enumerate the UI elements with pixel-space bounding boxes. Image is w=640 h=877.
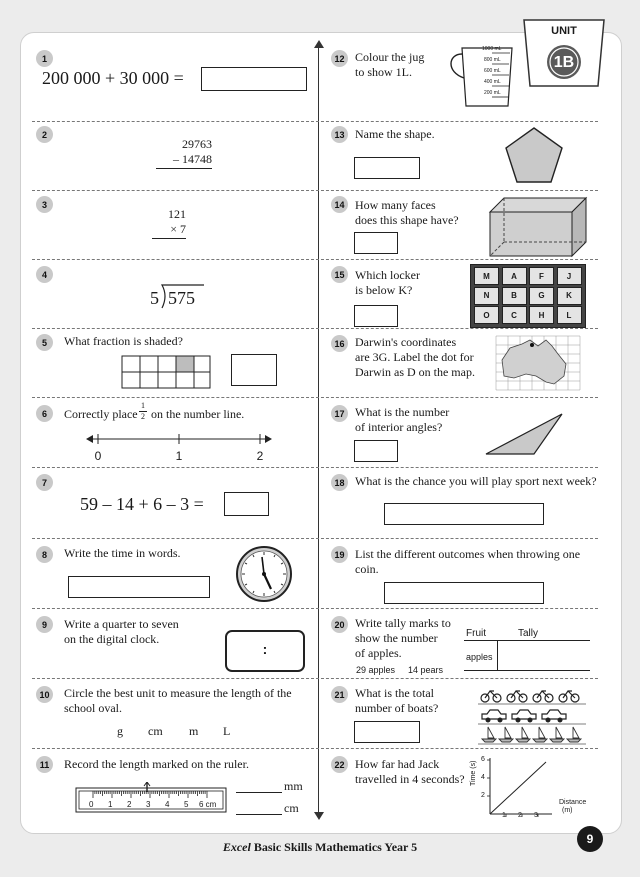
q11-ruler-label: 2 (127, 800, 132, 809)
q18-answer-box[interactable] (384, 503, 544, 525)
locker-door: B (502, 287, 527, 305)
q14-line2: does this shape have? (355, 213, 459, 227)
q12-jug-mark: 600 mL (484, 68, 501, 74)
q11-mm-answer-line[interactable] (236, 792, 282, 793)
locker-door: H (529, 306, 554, 324)
locker-door: J (557, 267, 582, 285)
question-number: 1 (36, 50, 53, 67)
row-divider (32, 121, 598, 122)
q20-col-fruit: Fruit (466, 628, 486, 639)
q19-answer-box[interactable] (384, 582, 544, 604)
q21-answer-box[interactable] (354, 721, 420, 743)
q17-line1: What is the number (355, 405, 450, 419)
q12-jug-mark: 1000 mL (482, 46, 502, 52)
q21-picture-grid (476, 684, 588, 746)
q10-unit-option[interactable]: L (223, 724, 231, 738)
q12-line1: Colour the jug (355, 50, 425, 64)
question-number: 7 (36, 474, 53, 491)
q22-xlabel-unit: (m) (562, 807, 573, 814)
q2-bottom-number: – 14748 (173, 152, 212, 166)
q22-ytick: 4 (481, 774, 485, 781)
q18-text: What is the chance you will play sport next week? (355, 474, 597, 488)
q20-table-col-line (497, 640, 498, 670)
q6-fraction-denominator: 2 (141, 412, 145, 421)
q15-line2: is below K? (355, 283, 413, 297)
q10-line2: school oval. (64, 701, 122, 715)
q4-dividend: 575 (168, 288, 195, 308)
question-number: 16 (331, 335, 348, 352)
column-divider (318, 44, 319, 814)
question-number: 3 (36, 196, 53, 213)
q8-answer-box[interactable] (68, 576, 210, 598)
q2-top-number: 29763 (182, 137, 212, 151)
q12-jug-mark: 400 mL (484, 79, 501, 85)
boat-icon (482, 727, 496, 742)
q14-answer-box[interactable] (354, 232, 398, 254)
question-number: 22 (331, 756, 348, 773)
question-number: 15 (331, 266, 348, 283)
q6-tick-label: 0 (94, 449, 102, 463)
q3-sum-line (152, 238, 186, 239)
q11-ruler-label: 4 (165, 800, 170, 809)
q19-line2: coin. (355, 562, 379, 576)
locker-door: N (474, 287, 499, 305)
q6-text-after: on the number line. (151, 407, 245, 421)
q4-divisor: 5 (150, 288, 159, 308)
q11-cm-answer-line[interactable] (236, 814, 282, 815)
question-number: 4 (36, 266, 53, 283)
q11-unit-cm: cm (284, 801, 299, 815)
question-number: 17 (331, 405, 348, 422)
locker-door: F (529, 267, 554, 285)
q13-text: Name the shape. (355, 127, 435, 141)
q3-top-number: 121 (168, 207, 186, 221)
q22-xtick: 3 (534, 812, 538, 819)
question-number: 8 (36, 546, 53, 563)
question-number: 6 (36, 405, 53, 422)
q8-analog-clock (235, 545, 293, 603)
q16-australia-map[interactable] (492, 334, 588, 392)
q9-line2: on the digital clock. (64, 632, 160, 646)
question-number: 12 (331, 50, 348, 67)
q22-xtick: 1 (502, 812, 506, 819)
question-number: 2 (36, 126, 53, 143)
q21-line2: number of boats? (355, 701, 439, 715)
row-divider (32, 748, 598, 749)
locker-door: C (502, 306, 527, 324)
q21-line1: What is the total (355, 686, 434, 700)
q11-text: Record the length marked on the ruler. (64, 757, 249, 771)
q22-ylabel: Time (s) (470, 760, 477, 786)
boat-icon (567, 727, 581, 742)
q17-triangle-shape (484, 412, 564, 456)
q6-tick-label: 2 (256, 449, 264, 463)
footer-brand: Excel (222, 840, 251, 854)
q12-jug-mark: 800 mL (484, 57, 501, 63)
q13-pentagon-shape (504, 126, 564, 184)
q5-answer-box[interactable] (231, 354, 277, 386)
question-number: 5 (36, 334, 53, 351)
q20-line3: of apples. (355, 646, 402, 660)
q16-line3: Darwin as D on the map. (355, 365, 475, 379)
q16-line2: are 3G. Label the dot for (355, 350, 474, 364)
q20-tally-cell[interactable] (500, 643, 588, 667)
q11-unit-mm: mm (284, 779, 303, 793)
car-icon (482, 710, 506, 723)
q17-answer-box[interactable] (354, 440, 398, 462)
boat-icon (533, 727, 547, 742)
row-divider (32, 190, 598, 191)
locker-door: L (557, 306, 582, 324)
question-number: 18 (331, 474, 348, 491)
bicycle-icon (481, 691, 501, 702)
question-number: 20 (331, 616, 348, 633)
divider-arrow-top (314, 40, 324, 48)
q14-prism-shape (488, 196, 588, 258)
q9-clock-colon: : (262, 641, 268, 657)
question-number: 13 (331, 126, 348, 143)
row-divider (32, 678, 598, 679)
q22-line1: How far had Jack (355, 757, 440, 771)
q19-line1: List the different outcomes when throwing one (355, 547, 581, 561)
q11-ruler-label: 1 (108, 800, 113, 809)
row-divider (32, 467, 598, 468)
question-number: 11 (36, 756, 53, 773)
q10-unit-option[interactable]: cm (148, 724, 163, 738)
q20-table-bottom-line (464, 670, 590, 671)
q20-line2: show the number (355, 631, 438, 645)
q22-ytick: 6 (481, 756, 485, 763)
bicycle-icon (507, 691, 527, 702)
q22-xlabel: Distance (559, 799, 587, 806)
q14-line1: How many faces (355, 198, 436, 212)
question-number: 21 (331, 686, 348, 703)
boat-icon (516, 727, 530, 742)
q6-text-before: Correctly place (64, 407, 138, 421)
q22-line2: travelled in 4 seconds? (355, 772, 465, 786)
locker-door: K (557, 287, 582, 305)
q20-line1: Write tally marks to (355, 616, 451, 630)
q12-jug-mark: 200 mL (484, 90, 501, 96)
car-icon (512, 710, 536, 723)
car-icon (542, 710, 566, 723)
row-divider (32, 608, 598, 609)
row-divider (32, 259, 598, 260)
q17-line2: of interior angles? (355, 420, 443, 434)
unit-label: UNIT (551, 25, 577, 37)
q2-sum-line (156, 168, 212, 169)
q13-answer-box[interactable] (354, 157, 420, 179)
q7-answer-box[interactable] (224, 492, 269, 516)
q7-expression: 59 – 14 + 6 – 3 = (80, 494, 204, 514)
q1-expression: 200 000 + 30 000 = (42, 68, 184, 88)
q12-measuring-jug[interactable] (444, 44, 516, 110)
q11-ruler-label: 5 (184, 800, 189, 809)
q10-line1: Circle the best unit to measure the length of the (64, 686, 292, 700)
q20-apples-count: 29 apples (356, 665, 396, 675)
bicycle-icon (559, 691, 579, 702)
q10-unit-option[interactable]: m (189, 724, 199, 738)
divider-arrow-bottom (314, 812, 324, 820)
q5-text: What fraction is shaded? (64, 334, 183, 348)
q15-line1: Which locker (355, 268, 420, 282)
q9-line1: Write a quarter to seven (64, 617, 179, 631)
q8-text: Write the time in words. (64, 546, 181, 560)
locker-door: M (474, 267, 499, 285)
q6-number-line[interactable] (86, 432, 272, 446)
row-divider (32, 538, 598, 539)
q20-row-apples: apples (466, 652, 493, 662)
q11-ruler-label: 3 (146, 800, 151, 809)
question-number: 10 (36, 686, 53, 703)
q20-pears-count: 14 pears (408, 665, 444, 675)
q20-col-tally: Tally (518, 628, 539, 639)
q11-ruler-label: 6 cm (199, 800, 217, 809)
q3-bottom-number: × 7 (170, 222, 186, 236)
q20-table-header-line (464, 640, 590, 641)
row-divider (32, 328, 598, 329)
footer (0, 840, 640, 855)
q11-ruler-label: 0 (89, 800, 94, 809)
bicycle-icon (533, 691, 553, 702)
boat-icon (550, 727, 564, 742)
q16-line1: Darwin's coordinates (355, 335, 457, 349)
boat-icon (499, 727, 513, 742)
q22-ytick: 2 (481, 792, 485, 799)
q22-xtick: 2 (518, 812, 522, 819)
locker-door: A (502, 267, 527, 285)
q22-graph (484, 756, 554, 818)
question-number: 9 (36, 616, 53, 633)
q5-fraction-grid (120, 355, 212, 389)
q6-fraction-numerator: 1 (141, 401, 145, 410)
question-number: 19 (331, 546, 348, 563)
q1-answer-box[interactable] (201, 67, 307, 91)
page-number: 9 (577, 826, 603, 852)
q6-tick-label: 1 (175, 449, 183, 463)
q15-answer-box[interactable] (354, 305, 398, 327)
unit-code: 1B (553, 54, 575, 71)
locker-door: O (474, 306, 499, 324)
locker-door: G (529, 287, 554, 305)
question-number: 14 (331, 196, 348, 213)
footer-title: Basic Skills Mathematics Year 5 (253, 840, 418, 854)
q10-unit-option[interactable]: g (117, 724, 123, 738)
row-divider (32, 397, 598, 398)
q12-line2[interactable]: to show 1L. (355, 65, 412, 79)
